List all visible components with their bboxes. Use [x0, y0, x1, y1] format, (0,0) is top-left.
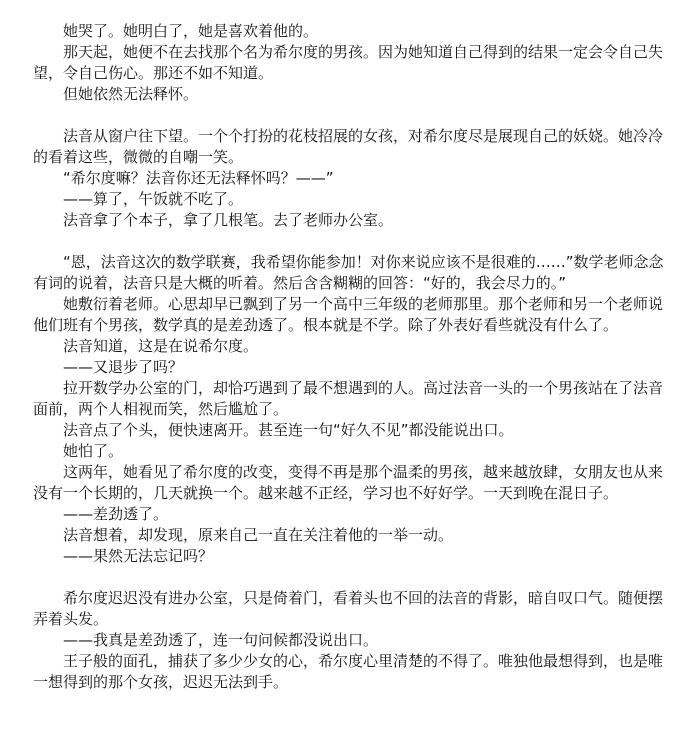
paragraph: 法音点了个头，便快速离开。甚至连一句“好久不见”都没能说出口。: [63, 421, 514, 439]
paragraph: “希尔度嘛？法音你还无法释怀吗？——”: [63, 169, 334, 187]
paragraph: 法音知道，这是在说希尔度。: [63, 337, 259, 355]
paragraph: ——算了，午饭就不吃了。: [63, 190, 244, 208]
paragraph: 她敷衍着老师。心思却早已飘到了另一个高中三年级的老师那里。那个老师和另一个老师说他们班有个男孩，数学真的是差劲透了。根本就是不学。除了外表好看些就没有什么了。: [33, 295, 664, 334]
paragraph: 法音拿了个本子，拿了几根笔。去了老师办公室。: [63, 211, 394, 229]
paragraph: 拉开数学办公室的门，却恰巧遇到了最不想遇到的人。高过法音一头的一个男孩站在了法音面前，两个人相视而笑，然后尴尬了。: [33, 379, 664, 418]
paragraph: ——果然无法忘记吗？: [63, 547, 214, 565]
paragraph: 法音从窗户往下望。一个个打扮的花枝招展的女孩，对希尔度尽是展现自己的妖娆。她冷冷的看着这些，微微的自嘲一笑。: [33, 127, 664, 166]
paragraph: 她怕了。: [63, 442, 124, 460]
paragraph: 这两年，她看见了希尔度的改变，变得不再是那个温柔的男孩，越来越放肆，女朋友也从来没有一个长期的，几天就换一个。越来越不正经，学习也不好好学。一天到晚在混日子。: [33, 463, 664, 502]
paragraph: 她哭了。她明白了，她是喜欢着他的。: [63, 22, 319, 40]
paragraph: 王子般的面孔，捕获了多少少女的心，希尔度心里清楚的不得了。唯独他最想得到，也是唯一想得到的那个女孩，迟迟无法到手。: [33, 652, 664, 691]
paragraph: 希尔度迟迟没有进办公室，只是倚着门，看着头也不回的法音的背影，暗自叹口气。随便摆弄着头发。: [33, 589, 664, 628]
paragraph: 法音想着，却发现，原来自己一直在关注着他的一举一动。: [63, 526, 454, 544]
paragraph: ——差劲透了。: [63, 505, 169, 523]
paragraph: ——又退步了吗？: [63, 358, 184, 376]
text-section: [33, 588, 670, 693]
paragraph: 但她依然无法释怀。: [63, 85, 199, 103]
paragraph: “恩，法音这次的数学联赛，我希望你能参加！对你来说应该不是很难的……”数学老师念念有词的说着，法音只是大概的听着。然后含含糊糊的回答：“好的，我会尽力的。”: [33, 253, 664, 292]
text-section: [33, 21, 670, 105]
story-text: [33, 21, 670, 693]
text-section: [33, 126, 670, 231]
paragraph: ——我真是差劲透了，连一句问候都没说出口。: [63, 631, 379, 649]
text-section: [33, 252, 670, 567]
paragraph: 那天起，她便不在去找那个名为希尔度的男孩。因为她知道自己得到的结果一定会令自己失望，令自己伤心。那还不如不知道。: [33, 43, 664, 82]
